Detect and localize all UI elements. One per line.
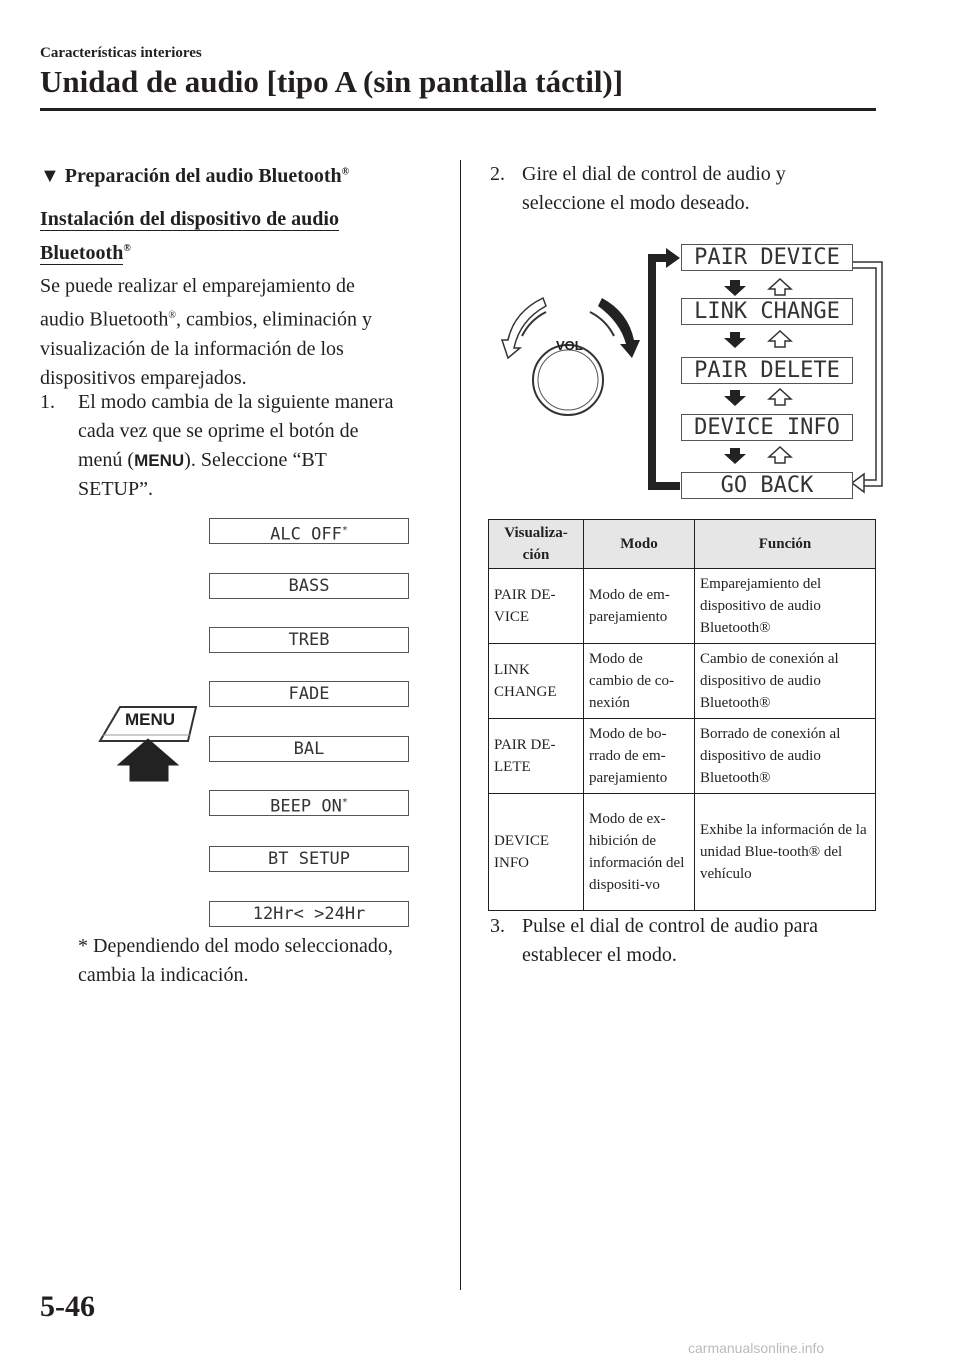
menu-key-label: MENU xyxy=(134,451,185,470)
table-cell: Modo de cambio de co-nexión xyxy=(584,644,695,719)
text-line: El modo cambia de la siguiente manera xyxy=(78,391,394,413)
mode-table xyxy=(488,519,876,911)
lcd-go-back: GO BACK xyxy=(681,472,853,499)
text-line: visualización de la información de los xyxy=(40,337,344,360)
text-line: SETUP”. xyxy=(78,478,153,500)
lcd-alc-off xyxy=(209,518,409,544)
table-cell: LINK CHANGE xyxy=(489,644,584,719)
section-label: Características interiores xyxy=(40,45,202,61)
table-cell: Exhibe la información de la unidad Blue-tooth® del vehículo xyxy=(695,794,876,911)
table-cell: PAIR DE-VICE xyxy=(489,569,584,644)
registered-mark: ® xyxy=(123,243,131,254)
step-2 xyxy=(490,160,786,218)
registered-mark: ® xyxy=(341,166,350,178)
table-cell: DEVICE INFO xyxy=(489,794,584,911)
footnote xyxy=(78,932,393,990)
asterisk: * xyxy=(341,797,348,808)
watermark: carmanualsonline.info xyxy=(688,1340,825,1356)
text-line: cambia la indicación. xyxy=(78,964,249,986)
table-row xyxy=(489,719,876,794)
column-header: Función xyxy=(695,520,876,569)
registered-mark: ® xyxy=(168,310,176,321)
text-line: Gire el dial de control de audio y xyxy=(522,163,786,185)
section-heading xyxy=(40,165,349,188)
lcd-12-24hr: 12Hr< >24Hr xyxy=(209,901,409,927)
title-rule xyxy=(40,108,876,111)
table-row xyxy=(489,569,876,644)
lcd-bt-setup: BT SETUP xyxy=(209,846,409,872)
step-number: 3. xyxy=(490,915,505,937)
lcd-pair-delete: PAIR DELETE xyxy=(681,357,853,384)
table-cell: Cambio de conexión al dispositivo de audio Bluetooth® xyxy=(695,644,876,719)
text-line xyxy=(40,301,372,335)
menu-button-label: MENU xyxy=(125,710,176,729)
text-line: dispositivos emparejados. xyxy=(40,366,247,389)
text: ). Seleccione “BT xyxy=(184,449,327,471)
subheading-text: Instalación del dispositivo de audio Bluetooth xyxy=(40,208,339,264)
table-row xyxy=(489,794,876,911)
asterisk: * xyxy=(341,525,348,536)
step-number: 2. xyxy=(490,163,505,185)
lcd-beep-on xyxy=(209,790,409,816)
table-cell: PAIR DE-LETE xyxy=(489,719,584,794)
subheading xyxy=(40,205,385,268)
lcd-device-info: DEVICE INFO xyxy=(681,414,853,441)
page-title: Unidad de audio [tipo A (sin pantalla táctil)] xyxy=(40,64,624,99)
step-1 xyxy=(40,388,438,504)
lcd-bass: BASS xyxy=(209,573,409,599)
lcd-text: BEEP ON xyxy=(270,796,342,817)
text-line xyxy=(78,446,438,475)
text-line: cada vez que se oprime el botón de xyxy=(78,420,359,442)
text-line: establecer el modo. xyxy=(522,944,677,966)
column-header: Visualiza-ción xyxy=(489,520,584,569)
table-cell: Modo de em-parejamiento xyxy=(584,569,695,644)
text: menú ( xyxy=(78,449,135,471)
text-line: * Dependiendo del modo seleccionado, xyxy=(78,935,393,957)
triangle-bullet-icon: ▼ xyxy=(40,165,60,187)
heading-text: Preparación del audio Bluetooth xyxy=(64,165,342,187)
text-line: seleccione el modo deseado. xyxy=(522,192,750,214)
table-row xyxy=(489,644,876,719)
table-cell: Borrado de conexión al dispositivo de audio Bluetooth® xyxy=(695,719,876,794)
lcd-treb: TREB xyxy=(209,627,409,653)
column-header: Modo xyxy=(584,520,695,569)
lcd-fade: FADE xyxy=(209,681,409,707)
step-3 xyxy=(490,912,818,970)
table-cell: Modo de ex-hibición de información del dispositi-vo xyxy=(584,794,695,911)
intro-paragraph xyxy=(40,272,372,393)
table-header-row xyxy=(489,520,876,569)
table-cell: Modo de bo-rrado de em-parejamiento xyxy=(584,719,695,794)
step-number: 1. xyxy=(40,391,55,413)
lcd-pair-device: PAIR DEVICE xyxy=(681,244,853,271)
lcd-link-change: LINK CHANGE xyxy=(681,298,853,325)
page-number: 5-46 xyxy=(40,1290,95,1323)
column-divider xyxy=(460,160,461,1290)
text-line: Pulse el dial de control de audio para xyxy=(522,915,819,937)
lcd-bal: BAL xyxy=(209,736,409,762)
text: , cambios, eliminación y xyxy=(175,308,373,331)
text: audio Bluetooth xyxy=(40,308,169,331)
vol-label: VOL xyxy=(556,338,583,353)
text-line: Se puede realizar el emparejamiento de xyxy=(40,275,355,297)
table-cell: Emparejamiento del dispositivo de audio Bluetooth® xyxy=(695,569,876,644)
lcd-text: ALC OFF xyxy=(270,524,342,545)
